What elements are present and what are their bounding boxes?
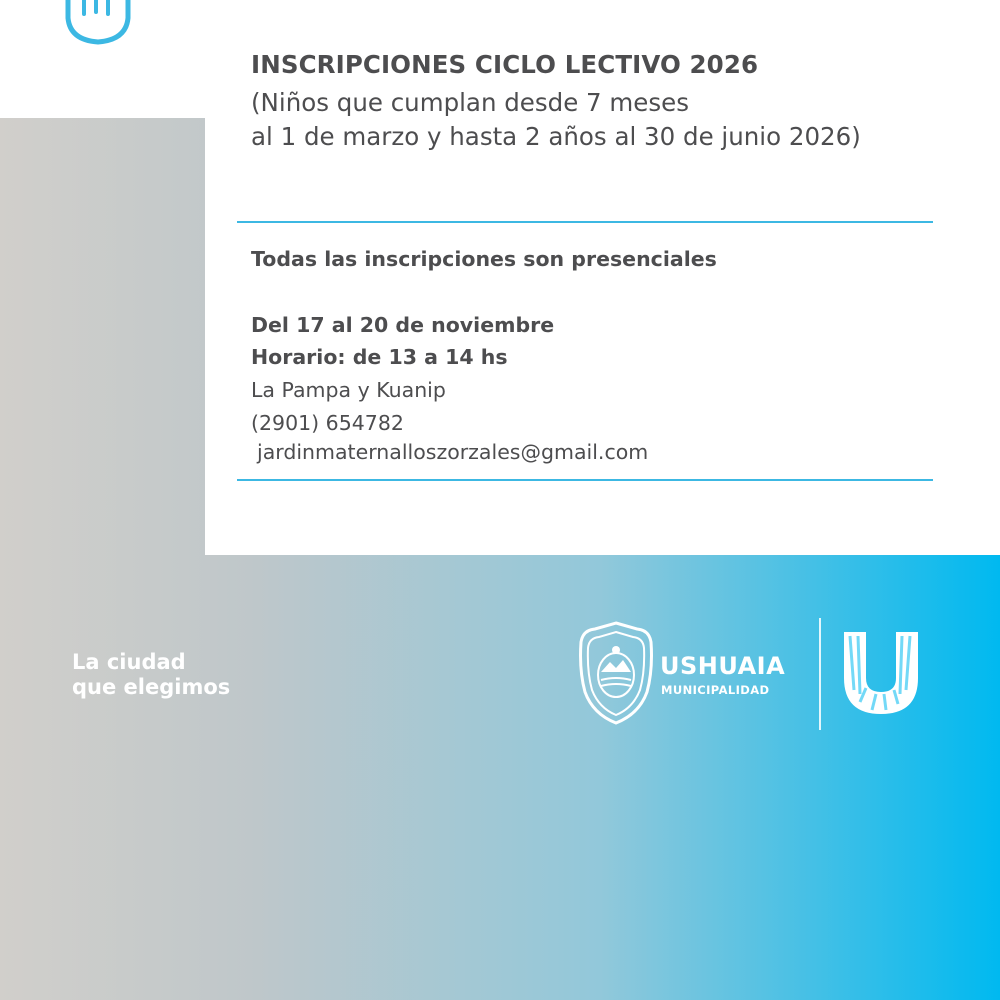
brand-divider — [819, 618, 821, 730]
notice-text: Todas las inscripciones son presenciales — [251, 247, 717, 271]
divider-bottom — [237, 479, 933, 481]
slogan-line-2: que elegimos — [72, 675, 231, 699]
brand-subtitle: MUNICIPALIDAD — [661, 683, 770, 697]
dates-text: Del 17 al 20 de noviembre — [251, 313, 555, 337]
divider-top — [237, 221, 933, 223]
white-content-panel — [205, 0, 1000, 555]
email-link[interactable]: jardinmaternalloszorzales@gmail.com — [257, 440, 649, 464]
u-logo-icon — [840, 630, 922, 716]
phone-text: (2901) 654782 — [251, 411, 404, 435]
subtitle-line-1: (Niños que cumplan desde 7 meses — [251, 88, 689, 117]
address-text: La Pampa y Kuanip — [251, 378, 446, 402]
page-title: INSCRIPCIONES CICLO LECTIVO 2026 — [251, 50, 759, 79]
brand-name: USHUAIA — [660, 652, 786, 680]
hours-text: Horario: de 13 a 14 hs — [251, 345, 508, 369]
hand-icon — [62, 0, 134, 46]
municipal-crest-icon — [577, 620, 655, 726]
subtitle-line-2: al 1 de marzo y hasta 2 años al 30 de junio 2026) — [251, 122, 861, 151]
slogan-line-1: La ciudad — [72, 650, 186, 674]
